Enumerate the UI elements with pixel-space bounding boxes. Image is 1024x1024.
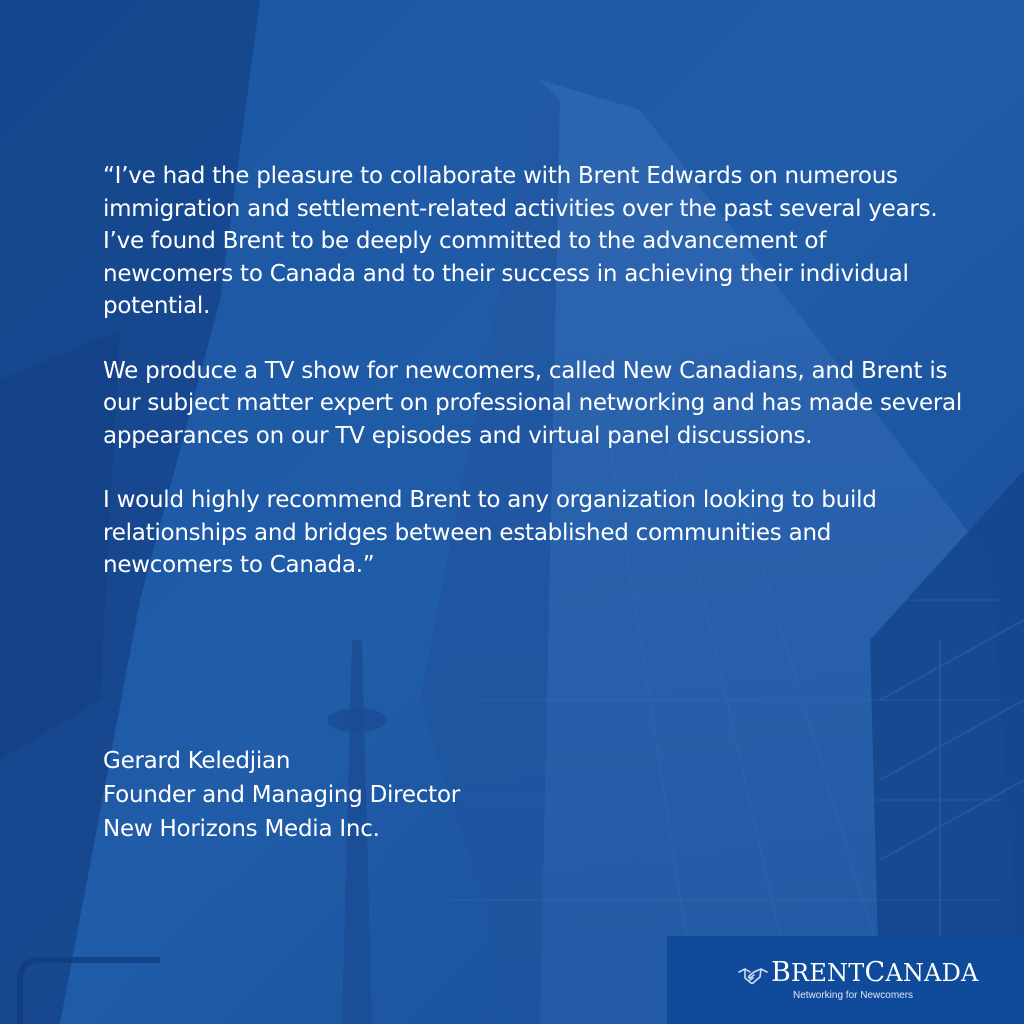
- logo-wordmark: [771, 957, 979, 988]
- logo-text-rent: RENT: [791, 959, 865, 987]
- attribution: [103, 744, 703, 846]
- author-company: New Horizons Media Inc.: [103, 816, 380, 842]
- testimonial-quote: [103, 160, 963, 614]
- quote-paragraph: “I’ve had the pleasure to collaborate with Brent Edwards on numerous immigration and settlement-related activities over the past several years. I’ve found Brent to be deeply committed to the advancement of newcomers to Canada and to their success in achieving their individual potential.: [103, 163, 938, 319]
- brentcanada-logo: [667, 936, 1024, 1024]
- author-name: Gerard Keledjian: [103, 748, 291, 774]
- quote-paragraph: I would highly recommend Brent to any organization looking to build relationships and bridges between established communities and newcomers to Canada.”: [103, 487, 877, 578]
- logo-initial-b: B: [771, 957, 792, 988]
- handshake-icon: [738, 964, 768, 986]
- logo-tagline: Networking for Newcomers: [793, 990, 914, 1001]
- logo-text-anada: ANADA: [885, 959, 979, 987]
- author-title: Founder and Managing Director: [103, 782, 460, 808]
- logo-initial-c: C: [864, 957, 886, 988]
- quote-paragraph: We produce a TV show for newcomers, called New Canadians, and Brent is our subject matter expert on professional networking and has made several appearances on our TV episodes and virtual panel discussions.: [103, 357, 963, 449]
